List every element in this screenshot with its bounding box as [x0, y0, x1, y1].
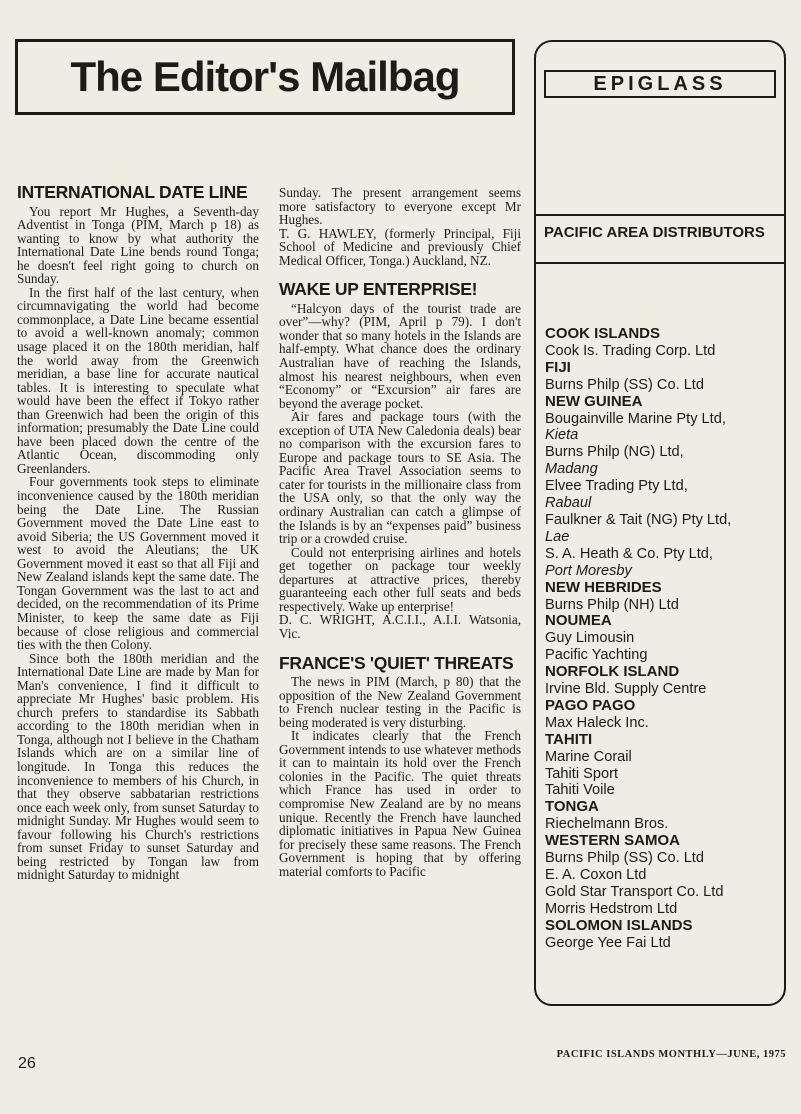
- distributor-name: Burns Philp (NH) Ltd: [545, 596, 679, 613]
- distributor-name: Cook Is. Trading Corp. Ltd: [545, 342, 716, 359]
- letter-paragraph: Since both the 180th meridian and the International Date Line are made by Man for Man's convenience, I find it difficult to appreciate Mr Hughes' basic problem. His church prefers to standardise its Sabbath according to the 180th meridian when in Tonga, although not I believe in the Chatham Islands which are on a similar line of longitude. In Tonga this reduces the inconvenience to members of his Church, in that they observe sabbatarian restrictions once each week only, from sunset Saturday to midnight Sunday. Mr Hughes would seem to favour following his Church's restrictions from sunset Friday to sunset Saturday and being restricted by Tongan law from midnight Saturday to midnight: [17, 650, 259, 883]
- masthead-box: [15, 39, 515, 115]
- letter-paragraph: “Halcyon days of the tourist trade are over”—why? (PIM, April p 79). I don't wonder that so many hotels in the Islands are half-empty. What chance does the ordinary Australian have of reaching the Islands, almost his nearest neighbours, when even “Economy” or “Excursion” air fares are beyond the average pocket.: [279, 300, 521, 411]
- distributor-name: Bougainville Marine Pty Ltd,: [545, 410, 726, 427]
- distributor-region: NEW GUINEA: [545, 392, 643, 410]
- distributor-region: COOK ISLANDS: [545, 325, 661, 342]
- distributor-name: Marine Corail: [545, 748, 632, 765]
- distributor-town: Kieta: [545, 427, 579, 444]
- distributor-name: Guy Limousin: [545, 630, 635, 647]
- letter-signature: D. C. WRIGHT, A.C.I.I., A.I.I. Watsonia, Vic.: [279, 612, 521, 641]
- page-number: 26: [18, 1055, 36, 1072]
- letter-paragraph: Could not enterprising airlines and hotels get together on package tour weekly departures at attractive prices, thereby guaranteeing each other full seats and beds respectively. Wake up enterprise!: [279, 544, 521, 614]
- distributor-region: NEW HEBRIDES: [545, 578, 662, 596]
- distributor-name: Irvine Bld. Supply Centre: [545, 681, 707, 698]
- letter-signature: T. G. HAWLEY, (formerly Principal, Fiji School of Medicine and previously Chief Medical Officer, Tonga.) Auckland, NZ.: [279, 225, 521, 268]
- distributor-town: Madang: [545, 461, 598, 478]
- distributor-region: NOUMEA: [545, 612, 612, 630]
- article-column-1: [17, 182, 259, 883]
- letter-paragraph: Four governments took steps to eliminate inconvenience caused by the 180th meridian being the Date Line. The Russian Government moved the Date Line east to avoid Siberia; the US Government moved it west to avoid the Aleutians; the UK Government moved it east so that all Fiji and New Zealand islands kept the same date. The Tongan Government was the last to act and decided, on the recommendation of its Prime Minister, to keep the same date as Fiji because of close religious and commercial ties with the then Colony.: [17, 474, 259, 653]
- letter-paragraph: You report Mr Hughes, a Seventh-day Adventist in Tonga (PIM, March p 18) as wanting to know by what authority the International Date Line bends round Tonga; he doesn't feel right going to church on Sunday.: [17, 203, 259, 287]
- distributor-name: Gold Star Transport Co. Ltd: [545, 883, 724, 900]
- distributor-region: TONGA: [545, 798, 599, 816]
- distributor-name: Burns Philp (SS) Co. Ltd: [545, 376, 704, 393]
- article-heading: WAKE UP ENTERPRISE!: [279, 279, 478, 300]
- distributor-name: Faulkner & Tait (NG) Pty Ltd,: [545, 511, 732, 528]
- ad-divider: [536, 262, 784, 264]
- letter-paragraph: Air fares and package tours (with the exception of UTA New Caledonia deals) bear no comparison with the excursion fares to Europe and package tours to SE Asia. The Pacific Area Travel Association seems to cater for tourists in the millionaire class from the USA only, so that the only way the ordinary Australian can catch a glimpse of the Islands is by an “expenses paid” business trip or a crowded cruise.: [279, 409, 521, 547]
- distributor-list: [545, 326, 785, 952]
- ad-area-title: PACIFIC AREA DISTRIBUTORS: [544, 224, 765, 241]
- distributor-region: PAGO PAGO: [545, 696, 636, 714]
- article-column-2: [279, 186, 521, 878]
- distributor-name: Riechelmann Bros.: [545, 816, 669, 833]
- distributor-region: NORFOLK ISLAND: [545, 663, 680, 681]
- article-heading: FRANCE'S 'QUIET' THREATS: [279, 652, 514, 673]
- distributor-name: Burns Philp (SS) Co. Ltd: [545, 850, 704, 867]
- distributor-name: Pacific Yachting: [545, 647, 648, 664]
- distributor-region: SOLOMON ISLANDS: [545, 916, 693, 934]
- distributor-name: Elvee Trading Pty Ltd,: [545, 478, 688, 495]
- distributor-region: FIJI: [545, 358, 571, 376]
- distributor-name: George Yee Fai Ltd: [545, 934, 671, 951]
- ad-divider: [536, 214, 784, 216]
- distributor-name: Tahiti Sport: [545, 765, 619, 782]
- distributor-region: WESTERN SAMOA: [545, 832, 680, 850]
- letter-paragraph: It indicates clearly that the French Government intends to use whatever methods it can to maintain its hold over the French colonies in the Pacific. The quiet threats which France has used in order to compromise New Zealand are by no means unique. Recently the French have launched diplomatic initiatives in Papua New Guinea for precisely these same reasons. The French Government is hoping that by offering material comforts to Pacific: [279, 728, 521, 879]
- letter-paragraph: In the first half of the last century, when circumnavigating the world had become commonplace, a Date Line became essential to avoid a well-known anomaly; common usage placed it on the 180th meridian, half the world away from the Greenwich meridian, a base line for accurate nautical tables. It is interesting to speculate what would have been the effect if Tokyo rather than Greenwich had been the origin of this information; presumably the Date Line could have been placed down the centre of the Atlantic Ocean, discommoding only Greenlanders.: [17, 284, 259, 476]
- distributor-name: Morris Hedstrom Ltd: [545, 900, 678, 917]
- distributor-region: TAHITI: [545, 730, 593, 748]
- page-title: The Editor's Mailbag: [70, 53, 460, 100]
- distributor-town: Lae: [545, 528, 570, 545]
- distributor-name: S. A. Heath & Co. Pty Ltd,: [545, 545, 713, 562]
- article-heading: INTERNATIONAL DATE LINE: [17, 182, 248, 202]
- distributor-town: Port Moresby: [545, 562, 632, 579]
- brand-logo: EPIGLASS: [544, 70, 776, 98]
- running-head: PACIFIC ISLANDS MONTHLY—JUNE, 1975: [556, 1049, 786, 1060]
- letter-continuation: Sunday. The present arrangement seems more satisfactory to everyone except Mr Hughes.: [279, 185, 521, 228]
- distributor-name: E. A. Coxon Ltd: [545, 867, 647, 883]
- letter-paragraph: The news in PIM (March, p 80) that the opposition of the New Zealand Government to French nuclear testing in the Pacific is being moderated is very disturbing.: [279, 674, 521, 730]
- distributor-name: Burns Philp (NG) Ltd,: [545, 444, 684, 461]
- distributor-name: Tahiti Voile: [545, 782, 615, 799]
- distributor-town: Rabaul: [545, 495, 592, 512]
- epiglass-advertisement: [534, 40, 786, 1006]
- distributor-name: Max Haleck Inc.: [545, 714, 649, 731]
